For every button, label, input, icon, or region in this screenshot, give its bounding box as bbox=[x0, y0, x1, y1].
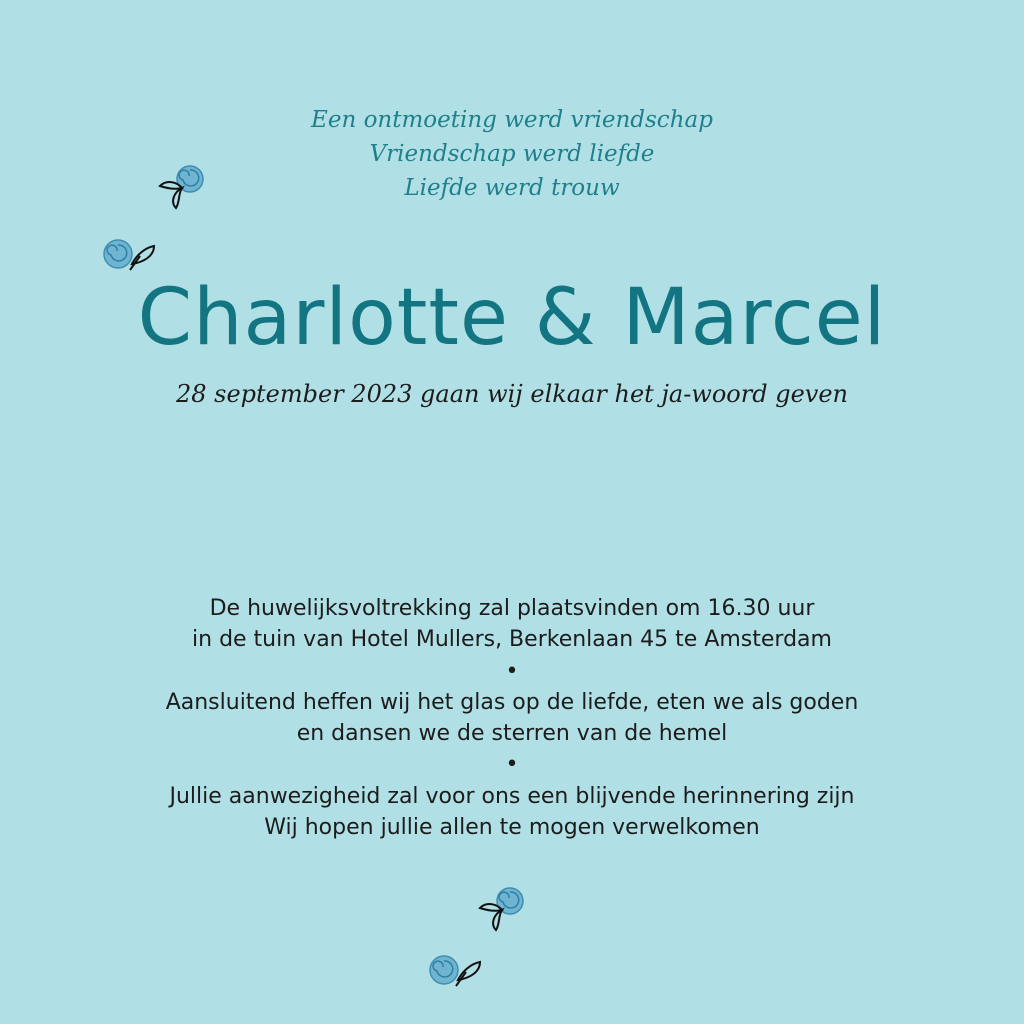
verse-line: Liefde werd trouw bbox=[404, 175, 620, 201]
verse-line: Een ontmoeting werd vriendschap bbox=[311, 107, 713, 133]
details-line: Jullie aanwezigheid zal voor ons een blijvende herinnering zijn bbox=[169, 783, 855, 809]
wedding-date-line: 28 september 2023 gaan wij elkaar het ja-woord geven bbox=[175, 380, 848, 408]
details-line: in de tuin van Hotel Mullers, Berkenlaan 45 te Amsterdam bbox=[192, 627, 832, 653]
details-line: Wij hopen jullie allen te mogen verwelkomen bbox=[264, 815, 760, 841]
ceremony-details bbox=[0, 593, 1024, 843]
details-line: en dansen we de sterren van de hemel bbox=[296, 721, 728, 747]
opening-verse bbox=[0, 103, 1024, 205]
verse-line: Vriendschap werd liefde bbox=[369, 141, 655, 167]
rose-flower-icon bbox=[426, 950, 486, 992]
couple-names-title: Charlotte & Marcel bbox=[137, 273, 887, 363]
details-line: De huwelijksvoltrekking zal plaatsvinden om 16.30 uur bbox=[209, 596, 815, 621]
details-separator: • bbox=[505, 658, 519, 684]
details-separator: • bbox=[505, 752, 519, 778]
rose-flower-icon bbox=[476, 884, 532, 934]
details-line: Aansluitend heffen wij het glas op de liefde, eten we als goden bbox=[165, 689, 859, 715]
